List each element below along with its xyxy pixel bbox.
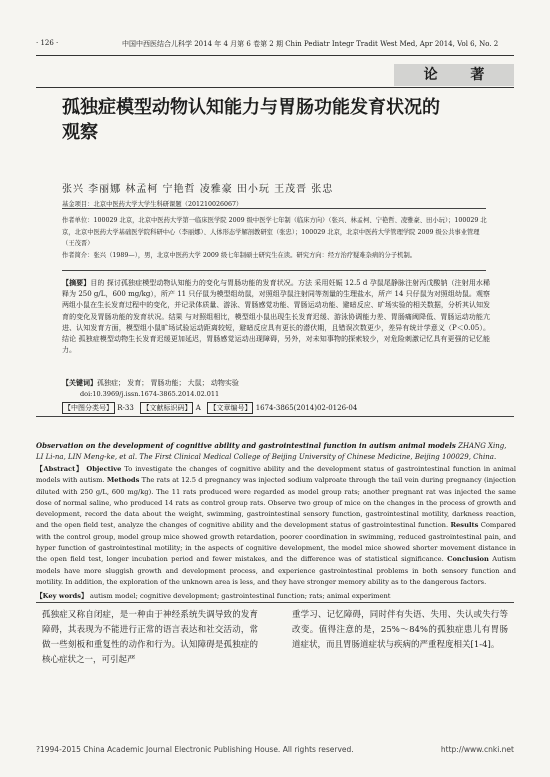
author-intro: 作者简介：张兴（1989—），男，北京中医药大学 2009 级七年制硕士研究生在读。研究方向：经方治疗疑难杂病的分子机制。 <box>62 251 417 259</box>
english-keywords <box>36 590 390 600</box>
divider <box>36 416 514 417</box>
funding-note: 基金项目：北京中医药大学大学生科研课题（201210026067） <box>62 201 243 208</box>
doi: doi:10.3969/j.issn.1674-3865.2014.02.011 <box>80 390 220 398</box>
body-column-left: 孤独症又称自闭症，是一种由于神经系统失调导致的发育障碍，其表现为不能进行正常的语言表达和社交活动，常做一些刻板和重复性的动作和行为。认知障碍是孤独症的核心症状之一，可引起严 <box>42 610 258 665</box>
clc-value: R-33 <box>117 404 134 412</box>
article-title: 孤独症模型动物认知能力与胃肠功能发育状况的观察 <box>62 97 440 143</box>
divider <box>62 208 486 209</box>
conclusion-text: Autism models have more sluggish growth and development process, and experience gastrointestinal problems in both sensory function and motility. In addition, the exploration of the unknown area is less, and they have stronger memory ability as to the dangerous factors. <box>36 555 516 586</box>
methods-text: The rats at 12.5 d pregnancy was injected sodium valproate through the tail vein during pregnancy (injection diluted with 250 g/L, 600 mg/kg). The 11 rats produced were regarded as model group rats; another pregnant rat was injected the same dose of normal saline, who produced 14 rats as control group rats. Observe two group of mice on the changes in the process of growth and development, record the data about the weight, swimming, gastrointestinal sensory function, gastrointestinal motility, darkness reaction, and the open field test, analyze the changes of cognitive ability and the development status of gastrointestinal function. <box>36 476 516 530</box>
objective-label: Objective <box>86 465 122 473</box>
conclusion-label: Conclusion <box>447 555 489 564</box>
objective-text: To investigate the changes of cognitive ability and the development status of gastrointestinal function in animal models with autism. <box>36 465 516 485</box>
english-title: Observation on the development of cognitive ability and gastrointestinal function in autism animal models <box>36 441 456 450</box>
journal-running-head: 中国中西医结合儿科学 2014 年 4 月第 6 卷第 2 期 Chin Pediatr Integr Tradit West Med, Apr 2014, Vol 6, No. 2 <box>122 40 499 48</box>
author-list: 张兴 李丽娜 林孟柯 宁艳哲 凌雅豪 田小玩 王茂晋 张忠 <box>62 184 334 195</box>
header-rule <box>36 55 514 56</box>
chinese-abstract <box>62 277 490 356</box>
footer-link[interactable]: http://www.cnki.net <box>440 745 514 754</box>
doccode-label: 【文献标识码】 <box>142 404 192 412</box>
abstract-label: 【摘要】 <box>62 278 91 287</box>
affiliation: 作者单位：100029 北京，北京中医药大学第一临床医学院 2009 级中医学七年制（临床方向）（张兴、林孟柯、宁艳哲、凌雅豪、田小玩）；100029 北京，北京中医药大学基础医学院科研中心（李丽娜）、人体形态学解剖教研室（张忠）；100029 北京，北京中医药大学管理学院 2009 级公共事业管理（王茂晋） <box>62 217 487 247</box>
english-abstract <box>36 464 516 588</box>
english-title-block <box>36 440 516 464</box>
page-footer <box>36 745 514 754</box>
keywords-label: 【关键词】 <box>62 378 97 387</box>
article-no-value: 1674-3865(2014)02-0126-04 <box>255 404 358 412</box>
english-authors: ZHANG Xing, LI Li-na, LIN Meng-ke, et al. The First Clinical Medical College of Beijing University of Chinese Medicine, Beijing 100029, China. <box>36 442 507 462</box>
article-no-label: 【文章编号】 <box>209 404 252 412</box>
page-number: · 126 · <box>36 39 59 47</box>
results-label: Results <box>450 521 479 530</box>
doccode-value: A <box>195 404 201 412</box>
affiliation-block <box>62 215 492 261</box>
body-column-right: 重学习、记忆障碍，同时伴有失语、失用、失认或失行等改变。值得注意的是，25%～84%的孤独症患儿有胃肠道症状，而且胃肠道症状与疾病的严重程度相关[1-4]。 <box>292 610 508 650</box>
running-header <box>36 39 514 53</box>
clc-label: 【中图分类号】 <box>64 404 113 412</box>
chinese-keywords <box>62 378 239 388</box>
section-rule <box>36 87 514 88</box>
methods-label: Methods <box>106 476 140 485</box>
en-keywords-text: autism model; cognitive development; gastrointestinal function; rats; animal experiment <box>89 592 391 600</box>
en-abstract-label: 【Abstract】 <box>36 465 84 473</box>
keywords-text: 孤独症； 发育； 胃肠功能； 大鼠； 动物实验 <box>97 379 239 387</box>
divider <box>62 270 486 271</box>
en-keywords-label: 【Key words】 <box>36 592 88 600</box>
copyright-notice: ?1994-2015 China Academic Journal Electronic Publishing House. All rights reserved. <box>36 745 354 754</box>
section-tag: 论 著 <box>394 64 514 86</box>
divider <box>36 602 514 603</box>
abstract-text: 目的 探讨孤独症模型动物认知能力的变化与胃肠功能的发育状况。方法 采用妊娠 12.5 d 孕鼠尾静脉注射丙戊酸钠（注射用水稀释为 250 g/L，600 mg/kg），所产 11 只仔鼠为模型组幼鼠，对照组孕鼠注射同等剂量的生理盐水，所产 14 只仔鼠为对照组幼鼠。观察两组小鼠在生长发育过程中的变化，并记录体质量、游泳、胃肠感觉功能、胃肠运动功能、避暗反应、旷场实验的相关数据，分析其认知发育的变化及胃肠功能的发育状况。结果 与对照组相比，模型组小鼠出现生长发育迟缓、游泳协调能力差、胃肠痛阈降低、胃肠运动功能亢进、认知发育方面，模型组小鼠旷场试验运动距离较短，避暗反应具有更长的潜伏期，且错误次数更少，差异有统计学意义（P＜0.05）。结论 孤独症模型动物生长发育迟缓更加延迟，胃肠感觉运动出现障碍，另外，对未知事物的探索较少，对危险刺激记忆具有更强的记忆能力。 <box>62 279 490 355</box>
results-text: Compared with the control group, model group mice showed growth retardation, poorer coordination in swimming, reduced gastrointestinal pain, and hyper function of gastrointestinal motility; in the aspects of cognitive development, the model mice showed shorter movement distance in the open field test, longer incubation period and fewer mistakes, and the difference was of statistical significance. <box>36 521 516 564</box>
classification-line <box>62 402 357 414</box>
